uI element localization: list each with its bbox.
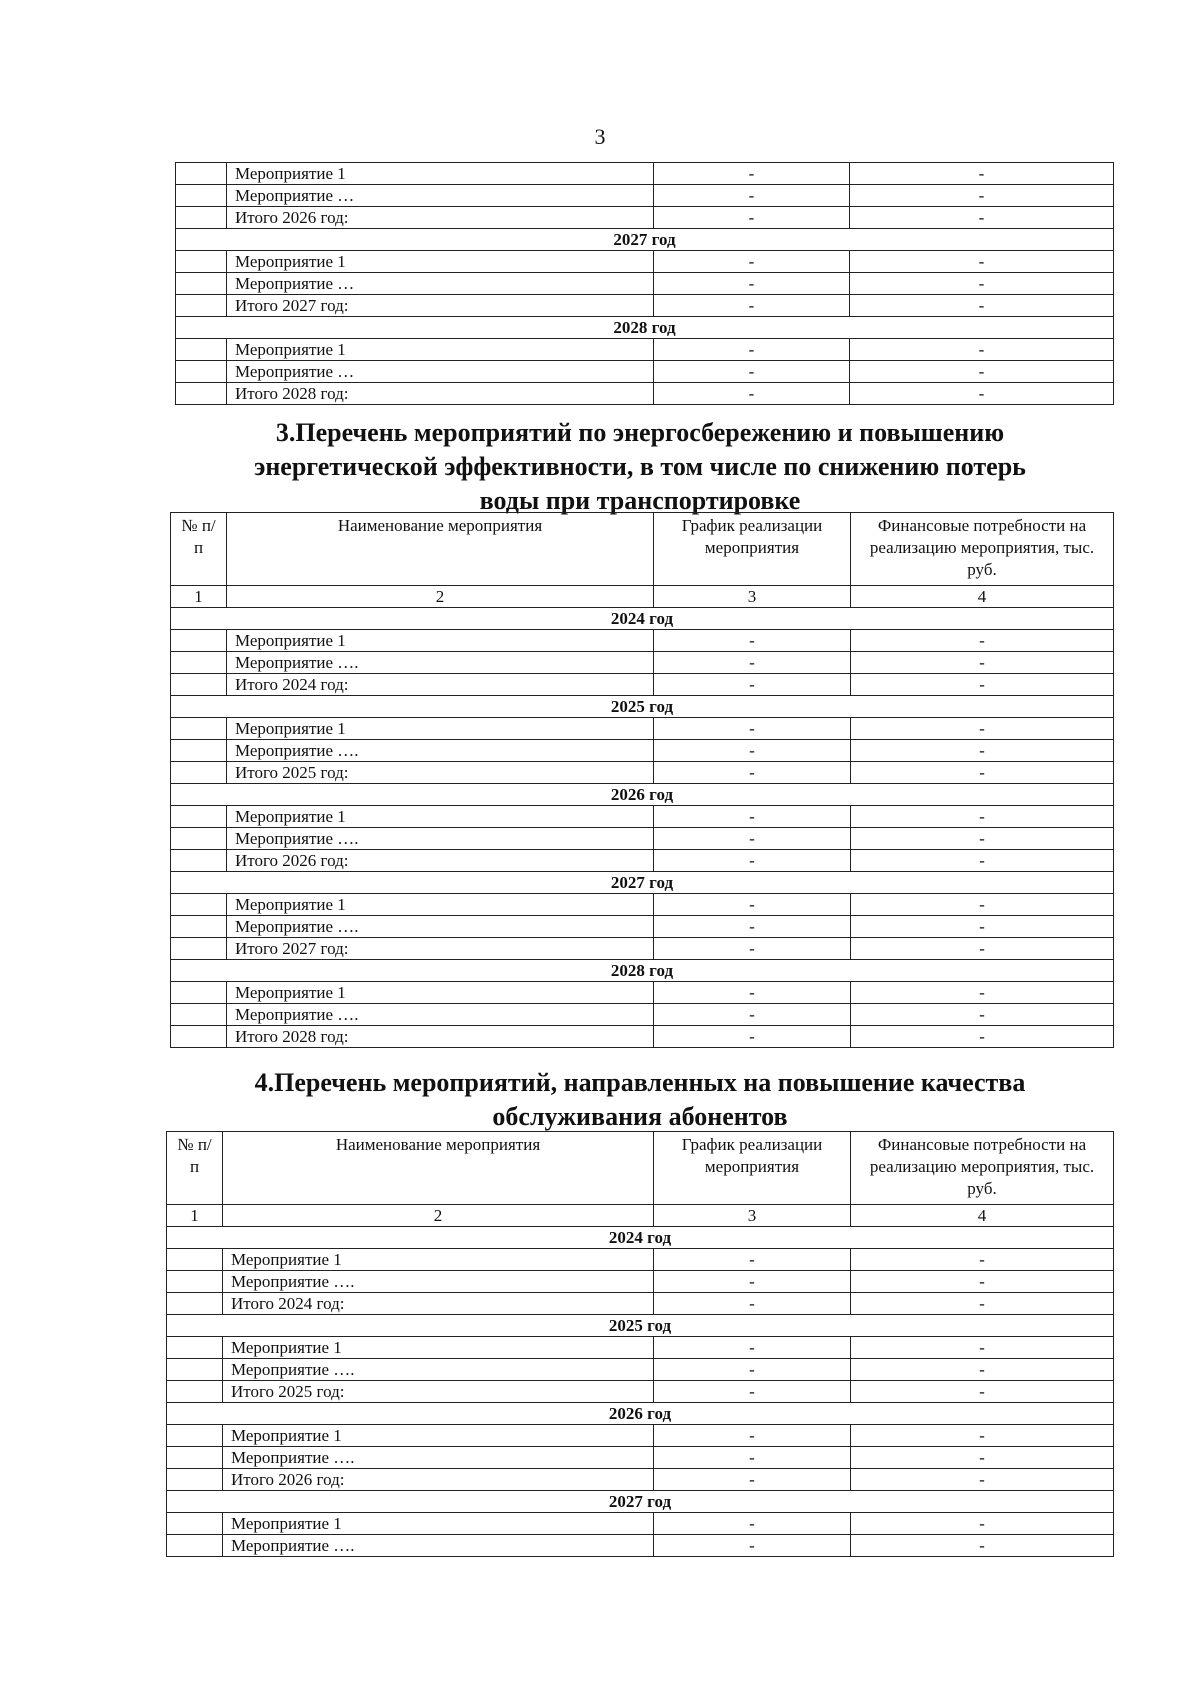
event-name: Мероприятие 1	[227, 163, 654, 185]
table-cell: 2026 год	[167, 1403, 1114, 1425]
table-cell: График реализации мероприятия	[654, 513, 851, 586]
page-number: 3	[594, 124, 606, 149]
table-cell: Мероприятие ….	[227, 916, 654, 938]
table-cell: -	[654, 894, 851, 916]
year-row	[176, 229, 1114, 251]
table-row-total	[171, 674, 1114, 696]
table-row-total	[176, 207, 1114, 229]
table-cell	[176, 339, 227, 361]
table-cell: -	[654, 1359, 851, 1381]
table-cell: 2024 год	[171, 608, 1114, 630]
table-cell: -	[851, 762, 1114, 784]
table-row-total	[167, 1469, 1114, 1491]
table-cell: Итого 2026 год:	[227, 850, 654, 872]
table-cell: -	[851, 1535, 1114, 1557]
table-cell: -	[851, 850, 1114, 872]
table-cell: Мероприятие 1	[223, 1249, 654, 1271]
table-cell	[167, 1359, 223, 1381]
table-row	[171, 630, 1114, 652]
table-row	[171, 718, 1114, 740]
table-row	[167, 1425, 1114, 1447]
table-cell: 2	[227, 586, 654, 608]
table-cell	[167, 1293, 223, 1315]
table-cell: -	[654, 383, 850, 405]
table-continuation	[175, 162, 1114, 405]
table-cell: -	[851, 806, 1114, 828]
table-cell: № п/п	[171, 513, 227, 586]
table-cell: -	[851, 894, 1114, 916]
table-cell: Итого 2027 год:	[227, 938, 654, 960]
table-cell: -	[654, 207, 850, 229]
table-row	[167, 1249, 1114, 1271]
event-name: Мероприятие 1	[227, 251, 654, 273]
table-cell: -	[654, 163, 850, 185]
table-cell: 3	[654, 586, 851, 608]
table-cell: Мероприятие 1	[227, 894, 654, 916]
table-cell: 2028 год	[176, 317, 1114, 339]
table-cell: -	[851, 1447, 1114, 1469]
table-cell: -	[654, 1026, 851, 1048]
table-cell: 2025 год	[171, 696, 1114, 718]
table-cell: 1	[171, 586, 227, 608]
table-cell	[167, 1469, 223, 1491]
table-cell: -	[851, 916, 1114, 938]
table-cell: -	[851, 652, 1114, 674]
table-cell: -	[654, 1469, 851, 1491]
table-row	[167, 1447, 1114, 1469]
table-cell: -	[654, 630, 851, 652]
table-cell: -	[851, 1469, 1114, 1491]
table-cell: -	[851, 1271, 1114, 1293]
table-cell: -	[654, 251, 850, 273]
table-row	[167, 1271, 1114, 1293]
year-row	[167, 1315, 1114, 1337]
table-cell: -	[654, 850, 851, 872]
table-cell: Мероприятие 1	[223, 1337, 654, 1359]
event-name: Мероприятие …	[227, 273, 654, 295]
table-cell: -	[654, 185, 850, 207]
table-cell: -	[851, 1249, 1114, 1271]
year-row	[171, 960, 1114, 982]
table-cell: 2027 год	[171, 872, 1114, 894]
table-cell: Итого 2024 год:	[223, 1293, 654, 1315]
table-cell: Мероприятие ….	[227, 828, 654, 850]
table-cell: 4	[851, 1205, 1114, 1227]
table-cell: -	[850, 251, 1114, 273]
table-cell: Наименование мероприятия	[223, 1132, 654, 1205]
table-cell: Итого 2025 год:	[227, 762, 654, 784]
table-row	[176, 361, 1114, 383]
table-row	[167, 1337, 1114, 1359]
table-cell: -	[850, 383, 1114, 405]
table-cell: 2028 год	[171, 960, 1114, 982]
table-row	[171, 894, 1114, 916]
table-cell: -	[654, 718, 851, 740]
table-row-total	[176, 383, 1114, 405]
table-cell: -	[851, 1337, 1114, 1359]
table-row-total	[171, 1026, 1114, 1048]
table-cell: Итого 2026 год:	[223, 1469, 654, 1491]
year-row	[171, 696, 1114, 718]
table-cell: 2025 год	[167, 1315, 1114, 1337]
table-cell	[171, 740, 227, 762]
table-cell: -	[851, 740, 1114, 762]
table-cell: -	[654, 916, 851, 938]
table-cell: -	[851, 1381, 1114, 1403]
table-cell: 2024 год	[167, 1227, 1114, 1249]
table-cell: -	[851, 938, 1114, 960]
table-header	[171, 513, 1114, 586]
table-cell: -	[851, 1293, 1114, 1315]
table-cell	[167, 1513, 223, 1535]
total-label: Итого 2026 год:	[227, 207, 654, 229]
year-row	[167, 1227, 1114, 1249]
table-row	[171, 1004, 1114, 1026]
table-cell	[176, 163, 227, 185]
table-cell	[171, 916, 227, 938]
table-cell: Мероприятие 1	[227, 982, 654, 1004]
table-cell	[171, 630, 227, 652]
table-row	[176, 163, 1114, 185]
table-cell: -	[654, 806, 851, 828]
table-cell: -	[850, 273, 1114, 295]
table-cell: Итого 2028 год:	[227, 1026, 654, 1048]
table-cell: -	[654, 652, 851, 674]
table-cell	[167, 1337, 223, 1359]
table-cell: -	[851, 828, 1114, 850]
table-cell: -	[654, 1337, 851, 1359]
table-cell	[171, 1004, 227, 1026]
table-cell: Итого 2024 год:	[227, 674, 654, 696]
table-cell: -	[851, 718, 1114, 740]
table-row	[167, 1359, 1114, 1381]
table-row	[167, 1535, 1114, 1557]
table-cell: -	[654, 1293, 851, 1315]
table-cell: -	[654, 740, 851, 762]
table-cell: -	[850, 361, 1114, 383]
table-cell	[176, 251, 227, 273]
table-cell: -	[654, 361, 850, 383]
table-cell	[171, 1026, 227, 1048]
column-numbers	[167, 1205, 1114, 1227]
total-label: Итого 2028 год:	[227, 383, 654, 405]
table-cell: -	[654, 938, 851, 960]
table-row	[171, 916, 1114, 938]
table-cell: Наименование мероприятия	[227, 513, 654, 586]
table-row	[171, 828, 1114, 850]
table-cell: -	[851, 674, 1114, 696]
table-cell: -	[654, 1271, 851, 1293]
table-cell	[171, 652, 227, 674]
table-cell	[171, 894, 227, 916]
table-cell: 2026 год	[171, 784, 1114, 806]
year-row	[171, 784, 1114, 806]
table-cell: Мероприятие 1	[227, 806, 654, 828]
table-cell: Мероприятие 1	[227, 630, 654, 652]
table-cell	[167, 1425, 223, 1447]
table-cell	[171, 674, 227, 696]
event-name: Мероприятие 1	[227, 339, 654, 361]
table-cell: № п/п	[167, 1132, 223, 1205]
table-cell	[171, 806, 227, 828]
table-cell: -	[654, 295, 850, 317]
table-cell: Мероприятие ….	[223, 1359, 654, 1381]
table-row	[176, 339, 1114, 361]
table-cell: -	[654, 1004, 851, 1026]
table-cell: 2027 год	[167, 1491, 1114, 1513]
table-cell: Финансовые потребности на реализацию мероприятия, тыс. руб.	[851, 513, 1114, 586]
table-cell: Итого 2025 год:	[223, 1381, 654, 1403]
table-row-total	[171, 938, 1114, 960]
table-cell: -	[654, 339, 850, 361]
table-cell: -	[654, 273, 850, 295]
table-cell: 2027 год	[176, 229, 1114, 251]
event-name: Мероприятие …	[227, 185, 654, 207]
table-cell: 1	[167, 1205, 223, 1227]
table-cell: Мероприятие ….	[223, 1271, 654, 1293]
table-cell: -	[850, 185, 1114, 207]
table-header	[167, 1132, 1114, 1205]
table-cell: -	[850, 207, 1114, 229]
table-cell: Мероприятие ….	[227, 1004, 654, 1026]
table-row	[176, 251, 1114, 273]
table-cell	[171, 938, 227, 960]
table-cell: Мероприятие 1	[223, 1425, 654, 1447]
table-cell	[176, 185, 227, 207]
table-cell: -	[654, 1425, 851, 1447]
table-cell: -	[654, 674, 851, 696]
table-cell	[176, 273, 227, 295]
table-cell: График реализации мероприятия	[654, 1132, 851, 1205]
table-cell: -	[654, 762, 851, 784]
table-cell: -	[654, 1447, 851, 1469]
section-4-title: 4.Перечень мероприятий, направленных на повышение качества обслуживания абонентов	[254, 1068, 1026, 1131]
table-cell: -	[654, 982, 851, 1004]
table-cell: Финансовые потребности на реализацию мероприятия, тыс. руб.	[851, 1132, 1114, 1205]
table-cell: -	[851, 1513, 1114, 1535]
table-cell: -	[850, 339, 1114, 361]
table-cell: 2	[223, 1205, 654, 1227]
year-row	[167, 1403, 1114, 1425]
table-cell	[167, 1381, 223, 1403]
table-cell: -	[851, 1359, 1114, 1381]
table-cell: -	[851, 630, 1114, 652]
table-section-4	[166, 1131, 1114, 1557]
table-cell: -	[654, 1535, 851, 1557]
table-cell: -	[654, 1381, 851, 1403]
table-cell: Мероприятие ….	[223, 1535, 654, 1557]
table-row	[167, 1513, 1114, 1535]
table-cell	[167, 1535, 223, 1557]
table-cell: -	[851, 1004, 1114, 1026]
table-row-total	[171, 762, 1114, 784]
table-cell	[171, 828, 227, 850]
table-section-3	[170, 512, 1114, 1048]
table-cell	[171, 762, 227, 784]
table-cell: -	[850, 163, 1114, 185]
table-cell: -	[851, 982, 1114, 1004]
year-row	[176, 317, 1114, 339]
year-row	[171, 608, 1114, 630]
table-cell: 3	[654, 1205, 851, 1227]
table-cell	[167, 1271, 223, 1293]
table-row-total	[176, 295, 1114, 317]
table-cell	[176, 295, 227, 317]
table-cell: -	[851, 1026, 1114, 1048]
table-cell: -	[654, 828, 851, 850]
table-cell	[171, 982, 227, 1004]
table-row	[171, 740, 1114, 762]
event-name: Мероприятие …	[227, 361, 654, 383]
table-cell: -	[654, 1249, 851, 1271]
table-cell	[171, 718, 227, 740]
table-row-total	[167, 1293, 1114, 1315]
table-cell	[171, 850, 227, 872]
total-label: Итого 2027 год:	[227, 295, 654, 317]
year-row	[171, 872, 1114, 894]
year-row	[167, 1491, 1114, 1513]
table-cell: Мероприятие ….	[227, 652, 654, 674]
table-cell: 4	[851, 586, 1114, 608]
table-cell	[167, 1447, 223, 1469]
table-cell: -	[850, 295, 1114, 317]
table-cell: -	[654, 1513, 851, 1535]
table-row-total	[171, 850, 1114, 872]
table-row	[171, 806, 1114, 828]
table-row	[176, 185, 1114, 207]
column-numbers	[171, 586, 1114, 608]
table-row-total	[167, 1381, 1114, 1403]
table-cell: Мероприятие ….	[223, 1447, 654, 1469]
table-cell: Мероприятие ….	[227, 740, 654, 762]
table-cell	[176, 207, 227, 229]
table-row	[171, 652, 1114, 674]
table-cell: -	[851, 1425, 1114, 1447]
table-cell	[176, 383, 227, 405]
table-cell	[167, 1249, 223, 1271]
table-row	[171, 982, 1114, 1004]
section-3-title: 3.Перечень мероприятий по энергосбережению и повышению энергетической эффективности, в том числе по снижению потерь воды при транспортировке	[254, 418, 1026, 515]
table-cell: Мероприятие 1	[227, 718, 654, 740]
table-cell: Мероприятие 1	[223, 1513, 654, 1535]
table-row	[176, 273, 1114, 295]
table-cell	[176, 361, 227, 383]
